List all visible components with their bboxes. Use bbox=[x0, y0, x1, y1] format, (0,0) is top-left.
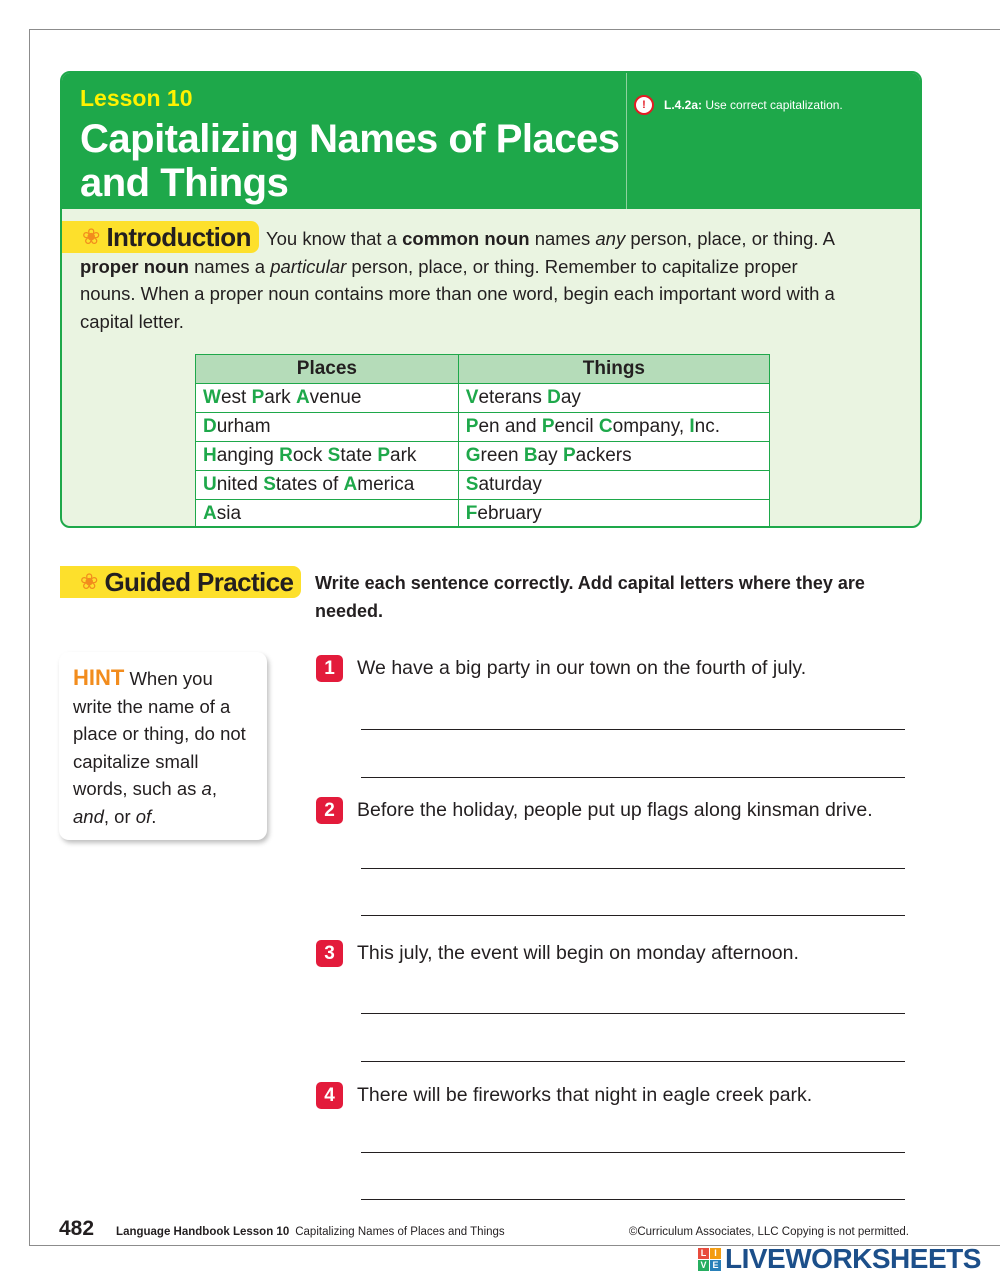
hint-label: HINT bbox=[73, 665, 125, 690]
question-text: Before the holiday, people put up flags along kinsman drive. bbox=[357, 799, 873, 821]
word-rest: encil bbox=[554, 416, 599, 437]
intro-emphasis: particular bbox=[270, 255, 347, 277]
capital-letter: U bbox=[203, 474, 217, 495]
grid-letter: L bbox=[698, 1248, 709, 1259]
capital-letter: P bbox=[377, 445, 391, 466]
intro-emphasis: any bbox=[595, 228, 626, 249]
word-rest: ark bbox=[264, 387, 296, 408]
liveworksheets-text: LIVEWORKSHEETS bbox=[725, 1243, 981, 1274]
question-number: 4 bbox=[316, 1082, 343, 1109]
capital-letter: R bbox=[279, 445, 293, 466]
footer-lesson-name: Capitalizing Names of Places and Things bbox=[295, 1226, 505, 1238]
hint-example: a bbox=[201, 778, 212, 799]
question-4 bbox=[316, 1082, 812, 1109]
paw-icon: ❀ bbox=[82, 224, 101, 249]
standard-code: L.4.2a: bbox=[664, 98, 703, 112]
thing-cell bbox=[458, 471, 769, 500]
capital-letter: S bbox=[465, 474, 479, 495]
word-rest: anging bbox=[216, 445, 280, 466]
answer-line[interactable] bbox=[361, 777, 905, 778]
intro-term-common-noun: common noun bbox=[402, 228, 530, 249]
hint-text: . bbox=[151, 805, 157, 827]
capital-letter: P bbox=[541, 416, 555, 437]
table-header-places: Places bbox=[196, 355, 459, 384]
word-rest: est bbox=[220, 387, 252, 408]
word-rest: venue bbox=[309, 387, 362, 408]
header-divider bbox=[626, 73, 627, 209]
word-rest: reen bbox=[480, 445, 524, 466]
answer-line[interactable] bbox=[361, 729, 905, 730]
word-rest: nc. bbox=[694, 416, 721, 437]
question-3 bbox=[316, 940, 799, 967]
thing-cell bbox=[458, 500, 769, 529]
grid-letter: E bbox=[710, 1260, 721, 1271]
page-number: 482 bbox=[59, 1217, 95, 1240]
capital-letter: D bbox=[547, 387, 561, 408]
intro-part: You know that a bbox=[266, 228, 403, 249]
word-rest: ock bbox=[292, 445, 328, 466]
capital-letter: P bbox=[562, 445, 576, 466]
word-rest: ark bbox=[390, 445, 417, 466]
guided-practice-label: Guided Practice bbox=[104, 566, 294, 597]
answer-line[interactable] bbox=[361, 1061, 905, 1062]
standard bbox=[634, 95, 843, 115]
answer-line[interactable] bbox=[361, 915, 905, 916]
intro-term-proper-noun: proper noun bbox=[80, 255, 189, 277]
table-row bbox=[196, 413, 770, 442]
lesson-header bbox=[62, 73, 920, 209]
table-row bbox=[196, 500, 770, 529]
question-1 bbox=[316, 655, 806, 682]
noun-table bbox=[195, 354, 770, 528]
thing-cell bbox=[458, 384, 769, 413]
capital-letter: V bbox=[465, 387, 479, 408]
capital-letter: P bbox=[465, 416, 479, 437]
liveworksheets-logo[interactable] bbox=[698, 1243, 981, 1275]
capital-letter: G bbox=[465, 445, 481, 466]
capital-letter: D bbox=[203, 416, 217, 437]
capital-letter: I bbox=[689, 416, 695, 437]
word-rest: merica bbox=[357, 474, 415, 495]
word-rest: sia bbox=[216, 503, 242, 524]
footer bbox=[59, 1217, 909, 1241]
question-text: There will be fireworks that night in eagle creek park. bbox=[357, 1084, 813, 1106]
liveworksheets-grid-icon bbox=[698, 1248, 721, 1271]
grid-letter: I bbox=[710, 1248, 721, 1259]
introduction-text bbox=[80, 225, 850, 335]
lesson-title: Capitalizing Names of Places and Things bbox=[80, 117, 620, 205]
answer-line[interactable] bbox=[361, 1199, 905, 1200]
table-header-things: Things bbox=[458, 355, 769, 384]
lesson-label: Lesson 10 bbox=[80, 85, 193, 111]
capital-letter: S bbox=[263, 474, 276, 495]
question-number: 2 bbox=[316, 797, 343, 824]
intro-part: person, place, or thing. Remember to capitalize proper nouns. When a proper noun contains more than one word, begin each important word with a capital letter. bbox=[80, 255, 835, 332]
word-rest: tate bbox=[340, 445, 378, 466]
question-number: 3 bbox=[316, 940, 343, 967]
word-rest: ay bbox=[537, 445, 563, 466]
question-2 bbox=[316, 797, 873, 824]
capital-letter: P bbox=[251, 387, 265, 408]
intro-part: names a bbox=[188, 255, 271, 277]
word-rest: tates of bbox=[275, 474, 344, 495]
thing-cell bbox=[458, 442, 769, 471]
place-cell bbox=[196, 500, 459, 529]
capital-letter: A bbox=[203, 503, 217, 524]
capital-letter: F bbox=[465, 503, 478, 524]
place-cell bbox=[196, 442, 459, 471]
question-text: We have a big party in our town on the fourth of july. bbox=[357, 657, 807, 679]
paw-icon: ❀ bbox=[80, 569, 99, 594]
answer-line[interactable] bbox=[361, 1152, 905, 1153]
hint-box bbox=[59, 652, 267, 840]
capital-letter: H bbox=[203, 445, 217, 466]
word-rest: ackers bbox=[575, 445, 632, 466]
hint-text: When you write the name of a place or thing, do not capitalize small words, such as bbox=[73, 668, 246, 799]
hint-text: , or bbox=[103, 805, 136, 827]
word-rest: ebruary bbox=[477, 503, 542, 524]
lesson-box bbox=[60, 71, 922, 528]
answer-line[interactable] bbox=[361, 1013, 905, 1014]
grid-letter: V bbox=[698, 1260, 709, 1271]
word-rest: ay bbox=[560, 387, 581, 408]
table-row bbox=[196, 442, 770, 471]
capital-letter: A bbox=[295, 387, 310, 408]
capital-letter: B bbox=[523, 445, 538, 466]
hint-example: and bbox=[73, 805, 104, 827]
word-rest: aturday bbox=[478, 474, 542, 495]
answer-line[interactable] bbox=[361, 868, 905, 869]
word-rest: en and bbox=[478, 416, 542, 437]
capital-letter: A bbox=[343, 474, 358, 495]
question-number: 1 bbox=[316, 655, 343, 682]
table-row bbox=[196, 384, 770, 413]
intro-part: person, place, or thing. A bbox=[625, 228, 834, 249]
place-cell bbox=[196, 384, 459, 413]
place-cell bbox=[196, 413, 459, 442]
intro-part: names bbox=[529, 228, 596, 249]
introduction-label: Introduction bbox=[106, 221, 251, 252]
capital-letter: C bbox=[598, 416, 613, 437]
capital-letter: W bbox=[203, 387, 221, 408]
table-row bbox=[196, 471, 770, 500]
thing-cell bbox=[458, 413, 769, 442]
footer-handbook: Language Handbook Lesson 10 bbox=[116, 1226, 290, 1238]
word-rest: eterans bbox=[478, 387, 548, 408]
word-rest: nited bbox=[216, 474, 264, 495]
footer-copyright: ©Curriculum Associates, LLC Copying is not permitted. bbox=[628, 1226, 909, 1238]
capital-letter: S bbox=[327, 445, 341, 466]
hint-text: , bbox=[211, 778, 217, 799]
word-rest: urham bbox=[216, 416, 271, 437]
guided-practice-tag bbox=[60, 566, 301, 598]
standard-badge-icon: ! bbox=[634, 95, 654, 115]
word-rest: ompany, bbox=[612, 416, 690, 437]
guided-practice-instruction: Write each sentence correctly. Add capital letters where they are needed. bbox=[315, 573, 865, 621]
place-cell bbox=[196, 471, 459, 500]
question-text: This july, the event will begin on monday afternoon. bbox=[357, 942, 799, 964]
standard-text: Use correct capitalization. bbox=[705, 98, 843, 112]
hint-example: of bbox=[135, 805, 152, 827]
